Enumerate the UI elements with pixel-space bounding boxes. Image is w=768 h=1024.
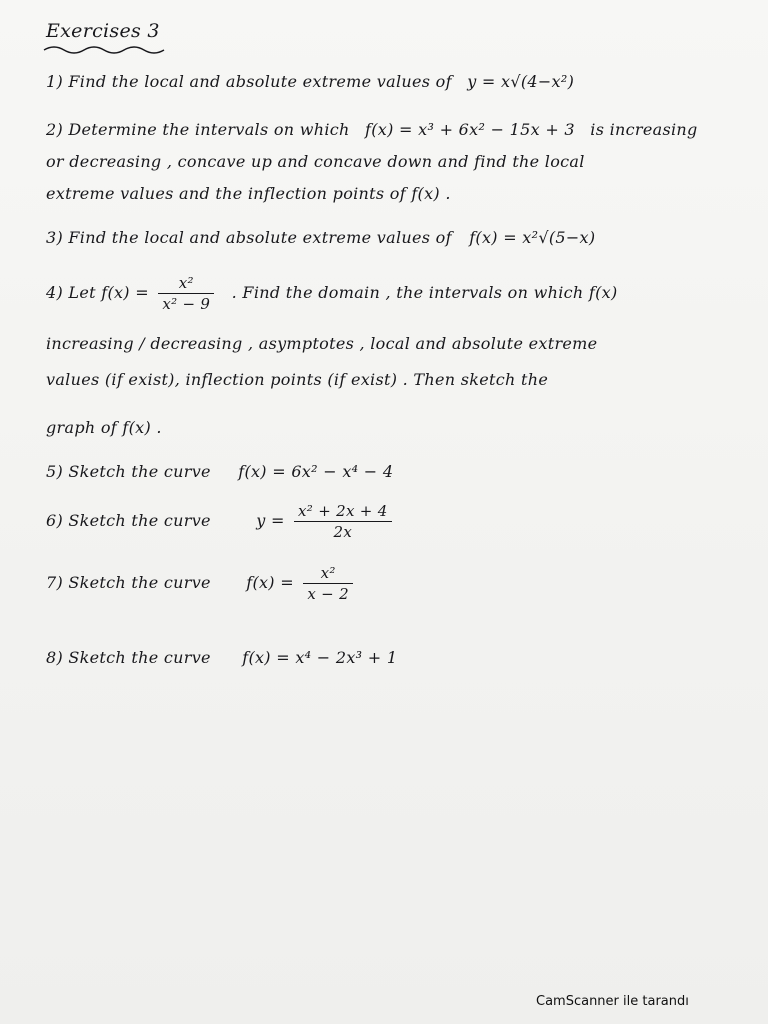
exercise-7-text: 7) Sketch the curve [46, 573, 211, 592]
exercise-6-fraction [294, 502, 392, 541]
exercise-2-expression: f(x) = x³ + 6x² − 15x + 3 [365, 120, 575, 139]
exercise-6-numerator: x² + 2x + 4 [294, 502, 392, 522]
exercise-4-line-2: increasing / decreasing , asymptotes , local and absolute extreme [46, 334, 598, 353]
exercise-4-fraction [158, 274, 214, 313]
exercise-4-line-3: values (if exist), inflection points (if exist) . Then sketch the [46, 370, 549, 389]
exercise-2-line-3: extreme values and the inflection points of f(x) . [46, 184, 451, 203]
exercise-7-fraction [303, 564, 353, 603]
exercise-4-numerator: x² [158, 274, 214, 294]
exercise-3 [46, 228, 595, 247]
title-underline [42, 42, 172, 56]
exercise-6-lead: y = [256, 511, 285, 530]
exercise-3-text: 3) Find the local and absolute extreme values of [46, 228, 452, 247]
exercise-4-denominator: x² − 9 [162, 295, 211, 313]
exercise-2-text: 2) Determine the intervals on which [46, 120, 350, 139]
exercise-7-numerator: x² [303, 564, 353, 584]
exercise-4-line-4: graph of f(x) . [46, 418, 162, 437]
exercise-2-line-1 [46, 120, 698, 139]
exercise-4-lead: 4) Let f(x) = [46, 283, 149, 302]
exercise-8-text: 8) Sketch the curve [46, 648, 211, 667]
exercise-6-denominator: 2x [333, 523, 353, 541]
exercise-5-expression: f(x) = 6x² − x⁴ − 4 [238, 462, 394, 481]
exercise-5 [46, 462, 393, 481]
exercise-7 [46, 564, 357, 603]
exercise-6-text: 6) Sketch the curve [46, 511, 211, 530]
exercise-7-denominator: x − 2 [307, 585, 349, 603]
page-title: Exercises 3 [46, 20, 160, 42]
exercise-2-line-2: or decreasing , concave up and concave down and find the local [46, 152, 585, 171]
exercise-7-lead: f(x) = [246, 573, 294, 592]
exercise-5-text: 5) Sketch the curve [46, 462, 211, 481]
scanner-watermark: CamScanner ile tarandı [536, 994, 689, 1009]
exercise-8-expression: f(x) = x⁴ − 2x³ + 1 [242, 648, 398, 667]
exercise-1-text: 1) Find the local and absolute extreme values of [46, 72, 452, 91]
exercise-1-expression: y = x√(4−x²) [467, 72, 575, 91]
exercise-2-tail: is increasing [590, 120, 698, 139]
exercise-6 [46, 502, 396, 541]
exercise-3-expression: f(x) = x²√(5−x) [469, 228, 596, 247]
exercise-4-line-1 [46, 274, 618, 313]
exercise-1 [46, 72, 574, 91]
exercise-4-tail: . Find the domain , the intervals on which f(x) [231, 283, 618, 302]
exercise-8 [46, 648, 397, 667]
